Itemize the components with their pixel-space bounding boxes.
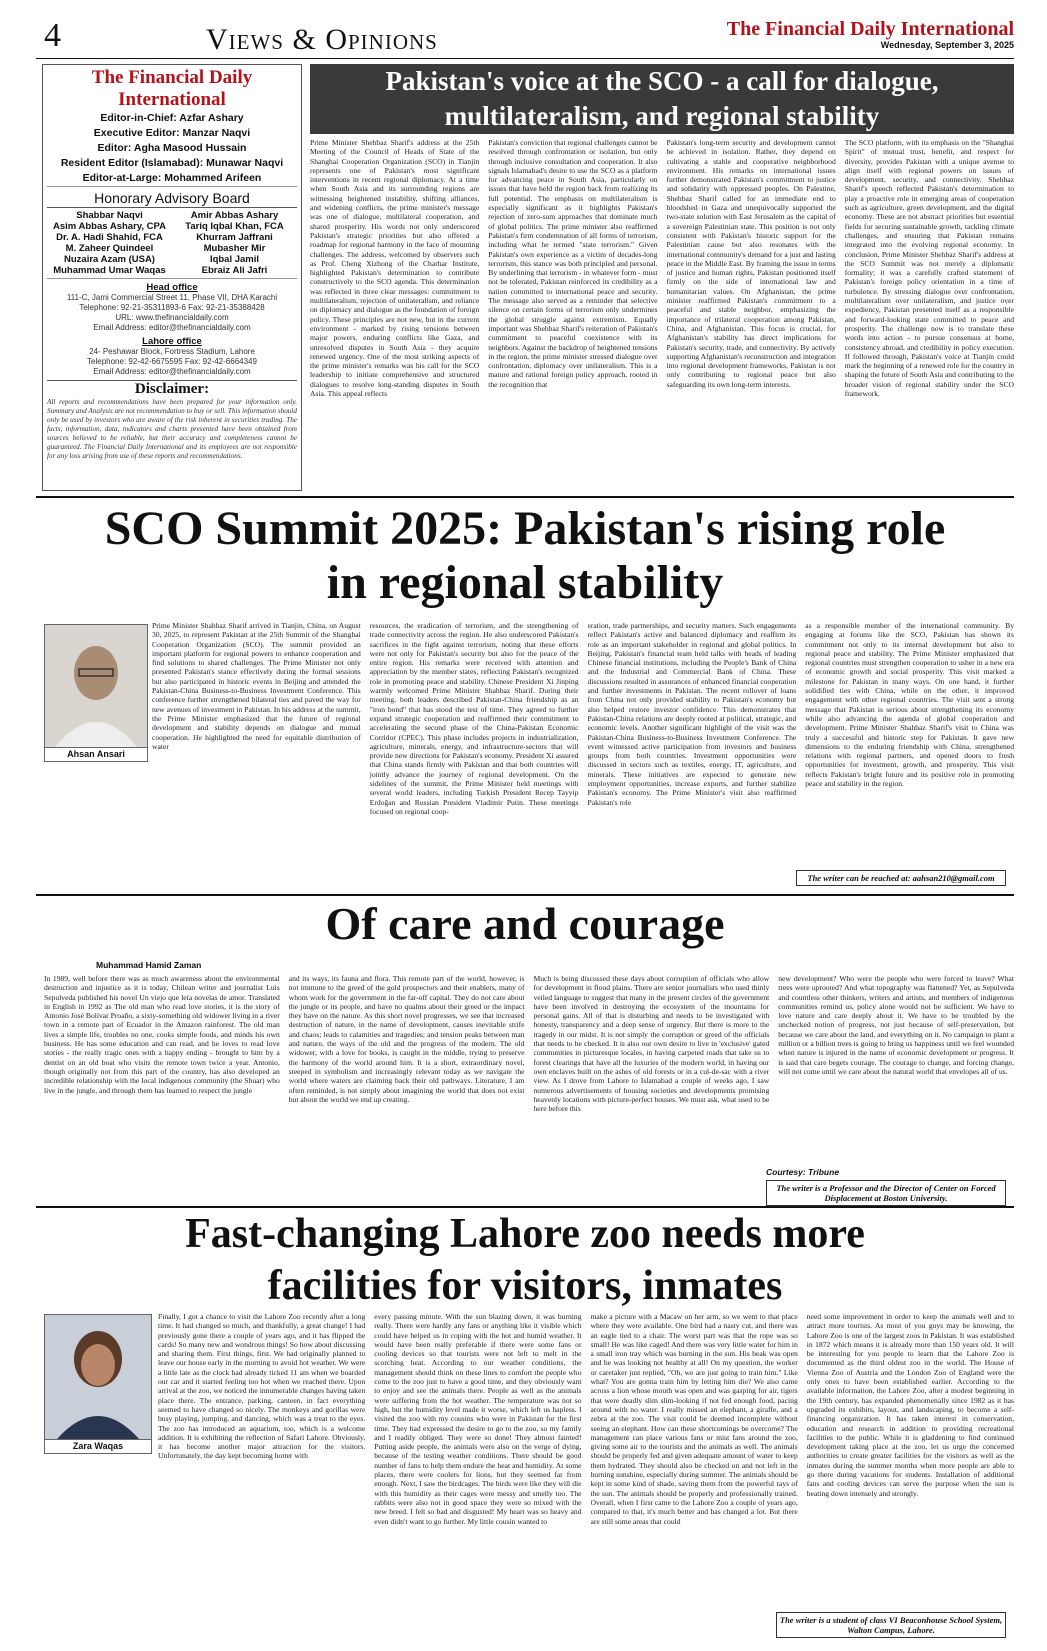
advisor: Dr. A. Hadi Shahid, FCA — [56, 232, 163, 243]
article-column: Prime Minister Shehbaz Sharif's address at the 25th Meeting of the Council of Heads of State of the Shanghai Cooperation Organization (SCO) in Tianjin represents one of Pakistan's most significant interventions in recent regional diplomacy. At a time when South Asia and its surrounding regions are witnessing heightened instability, shifting alliances, and widening conflicts, the prime minister's message was one of dialogue, multilateral cooperation, and shared prosperity. His words not only underscored Pakistan's strategic priorities but also offered a roadmap for regional harmony in the face of mounting challenges. The address, welcomed by observers such as Prof. Cheng Xizhong of the Charhar Institute, highlighted Pakistan's determination to contribute constructively to the SCO agenda. This determination was reflected in three clear messages: commitment to multilateralism, rejection of unilateralism, and reliance on diplomacy and dialogue as the foundation of foreign policy. These principles are not new, but in the current environment - marked by rising tensions between major powers, enduring conflicts like Gaza, and unresolved disputes in South Asia - they acquire renewed urgency. One of the most striking aspects of the prime minister's remarks was his call for the SCO leadership to initiate comprehensive and structured dialogues to resolve long-standing disputes in South Asia. This appeal reflects — [310, 138, 480, 399]
author-caption: Zara Waqas — [45, 1439, 151, 1453]
article3-body — [44, 974, 1014, 1174]
head-office-address — [47, 293, 297, 333]
section-divider — [36, 496, 1014, 498]
lahore-office-address — [47, 347, 297, 377]
url-line: URL: www.thefinancialdaily.com — [115, 313, 229, 322]
article3-headline: Of care and courage — [325, 898, 725, 949]
article3-contact: The writer is a Professor and the Director of Center on Forced Displacement at Boston University. — [766, 1180, 1006, 1206]
article-column: as a responsible member of the international community. By engaging at forums like the SCO, Pakistan has shown its commitment not only to its internal development but also to regional peace and stability. The Prime Minister emphasized that regional countries must strengthen cooperation to usher in a new era of economic growth and social prosperity. This visit marked a milestone for Pakistan in many ways. On one hand, it further solidified ties with China, while on the other, it improved engagement with other regional countries. The visit sent a strong message that Pakistan is serious about strengthening its economy while also advancing the agenda of global cooperation and development. Prime Minister Shahbaz Sharif's visit to China was truly a successful and historic step for Pakistan. It gave new dimensions to the enduring friendship with China, strengthened relations with regional partners, and opened doors to fresh opportunities for investment, growth, and prosperity. This visit reflects Pakistan's bright future and its positive role in promoting peace and stability in the region. — [805, 621, 1014, 789]
article-column: Much is being discussed these days about corruption of officials who allow for development in flood plains. There are senior journalists who used thinly veiled language to suggest that many in the present circles of the government have been involved in destroying the ecosystem of the mountains for personal gains. All of that is disturbing and needs to be investigated with honesty, transparency and a deep sense of urgency. But there is more to the tragedy in our midst. It is not simply the corruption or greed of the officials that needs to be checked. It is also our own desire to live in 'exclusive' gated communities in picturesque locales, in having carpeted roads that take us to forest clearings that have all the luxuries of the modern world, in having our own enclaves built on the ashes of old forests or in a cul-de-sac with a river view. As I drove from Lahore to Islamabad a couple of weeks ago, I saw numerous advertisements of housing societies and developments promising heavenly locations with picture-perfect houses. We must ask, what used to be here before this — [533, 974, 770, 1114]
article-column: resources, the eradication of terrorism, and the strengthening of trade connectivity across the region. He also underscored Pakistan's sacrifices in the fight against terrorism, noting that these efforts were not only for Pakistan's security but also for the peace of the entire region. His remarks were received with attention and appreciation by the member states, reflecting Pakistan's recognized role in promoting peace and stability. Chinese President Xi Jinping warmly welcomed Prime Minister Shahbaz Sharif. During their meeting, both leaders described Pakistan-China friendship as an "iron bond" that has stood the test of time. They agreed to further expand strategic cooperation and reaffirmed their commitment to accelerating the second phase of the China-Pakistan Economic Corridor (CPEC). This phase includes projects in industrialization, agriculture, minerals, energy, and infrastructure-sectors that will provide new directions for Pakistan's economy. President Xi assured that China stands firmly with Pakistan and that both countries will jointly advance the journey of regional development. On the sidelines of the summit, the Prime Minister held meetings with several world leaders, including Turkish President Recep Tayyip Erdoğan and Russian President Vladimir Putin. These meetings focused on regional coop- — [369, 621, 579, 816]
article1-body — [310, 138, 1014, 490]
advisor: Nuzaira Azam (USA) — [64, 254, 155, 265]
article2-body — [44, 621, 1014, 861]
article-column: every passing minute. With the sun blazing down, it was burning really. There were hardly any fans or anything like it visible which could have helped us in coping with the hot and humid weather. It would have been really preferable if there were some fans or cooling devices so that tourists were not left to melt in the scorching heat. According to our weather conditions, the management should think on these lines to comfort the people who come to the zoo just to have a good time, and they obviously want to enjoy and see the animals there. People as well as the animals were suffering from the hot weather. The temperature was not so high, but the humidity level made it worse, which left us hapless. I visited the zoo with my cousins who were in Pakistan for the first time. They had expressed the desire to go to the zoo, so my family and I readily obliged. They were so done! They almost fainted! Putting aside people, the animals were also on the verge of dying, because of the testing weather conditions. There should be good number of fans to help them endure the heat and humidity. At some places, there were coolers for lions, but they seemed far from enough. Next, I saw the birdcages. The birds were like they will die with this humidity as their cages were messy and smelly too. The rabbits were also not in good space they were so mixed with the new breed. I felt so bad and disgusted! My heart was so heavy and even didn't want to go further. My little cousin wanted to — [374, 1312, 582, 1526]
brand-name: The Financial Daily International — [726, 18, 1014, 40]
article-column: eration, trade partnerships, and security matters. Such engagements reflect Pakistan's active and balanced diplomacy and reaffirm its role as an important stakeholder in regional and global politics. In Beijing, Pakistan's financial team held talks with heads of leading Chinese financial institutions, including the People's Bank of China and the Industrial and Commercial Bank of China. These discussions resulted in assurances of enhanced financial cooperation and further investments in Pakistan. The recent rollover of loans from China not only provided stability to Pakistan's economy but also helped restore investor confidence. This demonstrates that Pakistan-China relations are deeply rooted at political, strategic, and economic levels. Another significant highlight of the visit was the Pakistan-China Business-to-Business Investment Conference. The event witnessed active participation from investors and business groups from both countries. Investment opportunities were discussed in sectors such as textiles, energy, IT, agriculture, and minerals. These initiatives are expected to generate new employment opportunities, increase exports, and further stabilize Pakistan's economy. The Prime Minister's visit also reaffirmed Pakistan's role — [587, 621, 797, 807]
author-caption: Ahsan Ansari — [45, 747, 147, 761]
newspaper-page — [36, 16, 1014, 1636]
phone-line: Telephone: 92-42-6675595 Fax: 92-42-6664349 — [87, 357, 257, 366]
advisor: Khurram Jaffrani — [196, 232, 273, 243]
editor-line: Editor-in-Chief: Azfar Ashary — [100, 112, 244, 124]
article4-contact: The writer is a student of class VI Beaconhouse School System, Walton Campus, Lahore. — [776, 1612, 1006, 1638]
advisory-board — [47, 208, 297, 279]
editor-line: Editor: Agha Masood Hussain — [97, 142, 247, 154]
article-column: make a picture with a Macaw on her arm, so we went to that place where they were available. One bird had a nasty cut, and there was an eagle tied to a chair. The worst part was that the rope was so small! He was like caged! And there was very little water for him in a small iron tray which was burning in the sun. His beak was open and he was looking not healthy at all! On my question, the worker or caretaker just replied, "Oh, we are just going to train him." Like what? You are gonna train him by letting him die? We also came across a lion whose mouth was open and was gasping for air, tigers that were deadly slim slim-looking if not fed enough food, pacing around with no water. I really missed an elephant, a giraffe, and a zebra at the zoo. The visit could be deemed incomplete without seeing an elephant. How can these shortcomings be overcome? The management can place various fans or mist fans around the zoo, giving some air to the tourists and the animals as well. The animals should be properly fed and given adequate amount of water to keep them hydrated. They should also be checked on and not left in the burning sunshine, especially during summer. The animals should be kept in some kind of shade, saving them from the powerful rays of the sun. The animals should be properly and professionally trained. Overall, when I first came to the Lahore Zoo a couple of years ago, compared to that, it's much better and has changed a lot. But there are still some areas that could — [590, 1312, 798, 1526]
advisor: Tariq Iqbal Khan, FCA — [185, 221, 284, 232]
issue-date: Wednesday, September 3, 2025 — [880, 40, 1014, 50]
advisory-right — [172, 210, 297, 276]
article-column: Pakistan's conviction that regional challenges cannot be resolved through confrontation or isolation, but only through inclusive consultation and cooperation. It also signals Islamabad's desire to use the SCO as a platform for advancing peace in South Asia, particularly on issues that have held the region back from realizing its full potential. The emphasis on multilateralism is especially significant as it highlights Pakistan's rejection of zero-sum approaches that dominate much of global politics. The prime minister also reaffirmed Pakistan's firm condemnation of all forms of terrorism, including what he termed "state terrorism." Given Pakistan's own experience as a victim of decades-long terrorism, this stance was both principled and personal. By underlining that terrorism - in whatever form - must not be tolerated, Pakistan reinforced its credibility as a nation committed to international peace and security. The message also served as a reminder that selective silence on certain forms of terrorism only undermines the global struggle against extremism. Equally important was Shehbaz Sharif's reiteration of Pakistan's commitment to peaceful coexistence with its neighbors. Against the backdrop of heightened tensions in the region, the prime minister stressed dialogue over confrontation, diplomacy over unilateralism. This is a mature and rational foreign policy approach, rooted in the recognition that — [488, 138, 658, 389]
article-column: Finally, I got a chance to visit the Lahore Zoo recently after a long time. It had changed so much, and thankfully, a great change! I had previously gone there a couple of years ago, and it has flipped the cards! So many new and wondrous things! So how about discussing and sharing them. First things, first. We had originally planned to leave our house early in the morning to avoid hot weather. We were a little late as the clock had already ticked 11 am when we boarded our car and it started feeling too hot when we reached there. Upon arrival at the zoo, we noticed the innumerable changes having taken place there. The entrance, parking, canteen, in fact everything seemed to have changed so nicely. The monkeys and gorillas were busy playing, jumping, and dancing, which was a treat to the eyes. The zoo has introduced an aquarium, too, which is a welcome addition. It is exhibiting the reflection of Safari Lahore. Obviously, it has become another major attraction for the visitors. Unfortunately, the day kept becoming hotter with — [158, 1312, 366, 1461]
masthead-rule — [36, 58, 1014, 59]
article-column: and its ways, its fauna and flora. This remote part of the world, however, is not immune to the greed of the gold prospectors and their enablers, many of whom work for the government in the far-off capital. They do not care about the jungle or its people, and have no qualms about their greed or the impact they have on the nature. As this short novel progresses, we see that increased destruction of nature, in the name of development, causes inevitable strife and chaos; leads to calamities and tragedies; and tension peaks between man and nature, the ways of the old and the progress of the modern. The old widower, with a love for books, is caught in the middle, trying to preserve the harmony of the world around him. It is a short, extraordinary novel, steeped in symbolism and increasingly relevant today as we navigate the world where waters are claiming back their old pathways. Literature, I am often reminded, is not simply about imagining the world that does not exist but about the world we end up creating. — [288, 974, 525, 1104]
section-divider — [36, 894, 1014, 896]
advisor: Amir Abbas Ashary — [190, 210, 279, 221]
disclaimer-title: Disclaimer: — [47, 380, 297, 398]
headline-line: in regional stability — [326, 556, 724, 609]
phone-line: Telephone: 92-21-35311893-6 Fax: 92-21-35388428 — [79, 303, 265, 312]
section-title: Views & Opinions — [206, 23, 438, 56]
headline-line: Fast-changing Lahore zoo needs more — [185, 1211, 865, 1257]
staff-box — [42, 64, 302, 491]
advisor: Iqbal Jamil — [209, 254, 260, 265]
article-column: need some improvement in order to keep the animals well and to attract more tourists. As most of you guys may be knowing, the Lahore Zoo is one of the largest zoos in Pakistan. It was established in 1872 which means it is already more than 150 years old. It will be interesting for you people to learn that the Lahore Zoo is documented as the third oldest zoo in the world. The House of Vienna Zoo of Austria and the London Zoo of England were the only ones to have been established earlier. According to the available information, the Lahore Zoo, after a modest beginning in the 19th century, has expanded phenomenally since 1982 as it has upgraded its exhibits, layout, and landscaping, to become a self-financing organization. It has taken interest in conservation, education and research in addition to providing recreational facilities to the public. While it is gladdening to find continued development taking place at the zoo, let us urge the concerned authorities to create greater facilities for the visitors as well as the inmates during the summer months when more people are able to go there during vacations for students. Installation of additional fans and cooling devices can serve the purpose when the sun is beating down intensely and strongly. — [806, 1312, 1014, 1498]
article4-headline — [36, 1208, 1014, 1312]
editor-line: Resident Editor (Islamabad): Munawar Naqvi — [60, 157, 284, 169]
article3-courtesy: Courtesy: Tribune — [766, 1167, 840, 1177]
advisor: Ebraiz Ali Jafri — [201, 265, 268, 276]
article3-author: Muhammad Hamid Zaman — [96, 960, 202, 970]
article-column: Pakistan's long-term security and development cannot be achieved in isolation. Rather, they depend on cultivating a stable and cooperative neighborhood environment. His remarks on international issues further demonstrated Pakistan's commitment to justice and solidarity with oppressed peoples. On Palestine, Shehbaz Sharif called for an immediate end to bloodshed in Gaza and unequivocally supported the two-state solution with East Jerusalem as the capital of a sovereign Palestinian state. This position is not only consistent with Pakistan's historic support for the Palestinian cause but also resonates with the international community's demand for a just and lasting peace in the Middle East. By framing the issue in terms of justice and human rights, Pakistan positioned itself firmly on the side of international law and humanitarian values. On Afghanistan, the prime minister reaffirmed Pakistan's commitment to a peaceful and stable neighbor, emphasizing the importance of trilateral cooperation among Pakistan, China, and Afghanistan. This focus is crucial, for Afghanistan's stability has direct implications for Pakistan's security, trade, and connectivity. By actively supporting Afghanistan's reconstruction and integration into regional development frameworks, Pakistan is not only contributing to regional peace but also safeguarding its own long-term interests. — [666, 138, 836, 389]
article-column: The SCO platform, with its emphasis on the "Shanghai Spirit" of mutual trust, benefit, and respect for diversity, provides Pakistan with a unique avenue to align itself with regional powers on issues of development, security, and connectivity. Shehbaz Sharif's speech reflected Pakistan's determination to play a proactive role in emerging areas of cooperation such as agriculture, green development, and the digital economy. These are not abstract priorities but essential fields for securing sustainable growth, tackling climate challenges, and ensuring that Pakistan remains integrated into the evolving regional economy. In conclusion, Prime Minister Shehbaz Sharif's address at the SCO Summit was not merely a diplomatic formality; it was a carefully crafted statement of Pakistan's foreign policy orientation in a time of turbulence. By stressing dialogue over confrontation, multilateralism over unilateralism, and justice over expediency, Pakistan presented itself as a responsible and forward-looking state committed to peace and prosperity. The challenge now is to translate these words into action - to pursue consensus at home, consistency abroad, and credibility in policy execution. If followed through, Pakistan's voice at Tianjin could mark the beginning of a renewed role for the country in shaping the future of South Asia and contributing to the broader vision of regional stability under the SCO framework. — [844, 138, 1014, 399]
article4-body — [44, 1312, 1014, 1612]
page-number: 4 — [44, 17, 61, 54]
masthead-brand — [727, 18, 1014, 50]
advisory-left — [47, 210, 172, 276]
disclaimer-text: All reports and recommendations have been prepared for your information only. Summary and Analysis are not recommendation to buy or sell. This information should only be used by investors who are aware of the risk inherent in securities trading. The facts, information, data, indicators and charts presented have been obtained from sources believed to be reliable, but their accuracy and completeness cannot be guaranteed. The Financial Daily International and its employees are not responsible for any loss arising from use of these reports and recommendations. — [47, 398, 297, 460]
advisor: M. Zaheer Quindeel — [65, 243, 154, 254]
box-brand: The Financial Daily International — [91, 67, 253, 110]
article2-headline — [36, 502, 1014, 610]
advisor: Mubasher Mir — [203, 243, 266, 254]
article-column: In 1989, well before there was as much awareness about the environmental destruction and injustice as it is today, Chilean writer and journalist Luis Sepulveda published his novel Un viejo que leía novelas de amor. Translated in English in 1992 as The old man who read love stories, it is the story of Antonio José Bolívar Proaño, a sixty-something old widower living in a river town in a remote part of Ecuador in the Amazon rainforest. The old man lives a simple life, troubles no one, cooks simple foods, and minds his own business. He has some education and can read, and he loves to read love stories - the really tragic ones with a happy ending - brought to him by a dentist on an old boat who visits the remote town twice a year. Antonio, though originally not from this part of the country, has also developed an incredible relationship with the local indigenous community (the Shuar) who live in the jungle, and through them has learned to respect the jungle — [44, 974, 280, 1095]
advisor: Asim Abbas Ashary, CPA — [53, 221, 166, 232]
editor-line: Executive Editor: Manzar Naqvi — [93, 127, 251, 139]
article-column: new development? Who were the people who were forced to leave? What trees were uprooted? And what topography was flattened? Yet, as Sepulveda and countless other thinkers, writers and artists, and members of indigenous communities remind us, policy alone would not be sufficient. We have to love nature and care deeply about it. We have to be troubled by the unchecked notion of progress, not just because of self-preservation, but because we care about the land, and everything on it. No campaign to plant a million or a billion trees is going to bring us happiness until we feel wounded when nature is injured in the name of economic development or progress. It is said that care begets courage. The courage to change, and forcing change, will not come until we care about the natural world that envelopes all of us. — [778, 974, 1014, 1076]
headline-line: multilateralism, and regional stability — [444, 101, 880, 131]
advisor: Shabbar Naqvi — [76, 210, 143, 221]
article2-contact: The writer can be reached at: aahsan210@gmail.com — [796, 870, 1006, 886]
article1-headline — [310, 64, 1014, 134]
headline-line: facilities for visitors, inmates — [267, 1263, 783, 1309]
address-line: 24- Peshawar Block, Fortress Stadium, Lahore — [89, 347, 255, 356]
advisory-title: Honorary Advisory Board — [47, 189, 297, 208]
email-line: Email Address: editor@thefinancialdaily.com — [93, 367, 251, 376]
head-office-title: Head office — [146, 282, 198, 293]
editor-list — [47, 111, 297, 187]
headline-line: Pakistan's voice at the SCO - a call for dialogue, — [385, 66, 939, 96]
address-line: 111-C, Jami Commercial Street 11, Phase VII, DHA Karachi — [66, 293, 278, 302]
article-column: Prime Minister Shahbaz Sharif arrived in Tianjin, China, on August 30, 2025, to represent Pakistan at the 25th Summit of the Shanghai Cooperation Organization (SCO). The summit provided an important platform for regional powers to enhance cooperation and find solutions to shared challenges. The Prime Minister not only presented Pakistan's stance effectively during the formal sessions but also participated in historic events in Beijing and attended the Pakistan-China Business-to-Business Investment Conference. This conference further strengthened bilateral ties and paved the way for new avenues of investment in Pakistan. In his address at the summit, the Prime Minister emphasized that the future of regional development and stability depends on dialogue and mutual cooperation. He highlighted the need for equitable distribution of water — [152, 621, 361, 751]
headline-line: SCO Summit 2025: Pakistan's rising role — [104, 502, 946, 555]
advisor: Muhammad Umar Waqas — [53, 265, 166, 276]
email-line: Email Address: editor@thefinancialdaily.com — [93, 323, 251, 332]
lahore-office-title: Lahore office — [142, 336, 202, 347]
editor-line: Editor-at-Large: Mohammed Arifeen — [82, 172, 262, 184]
